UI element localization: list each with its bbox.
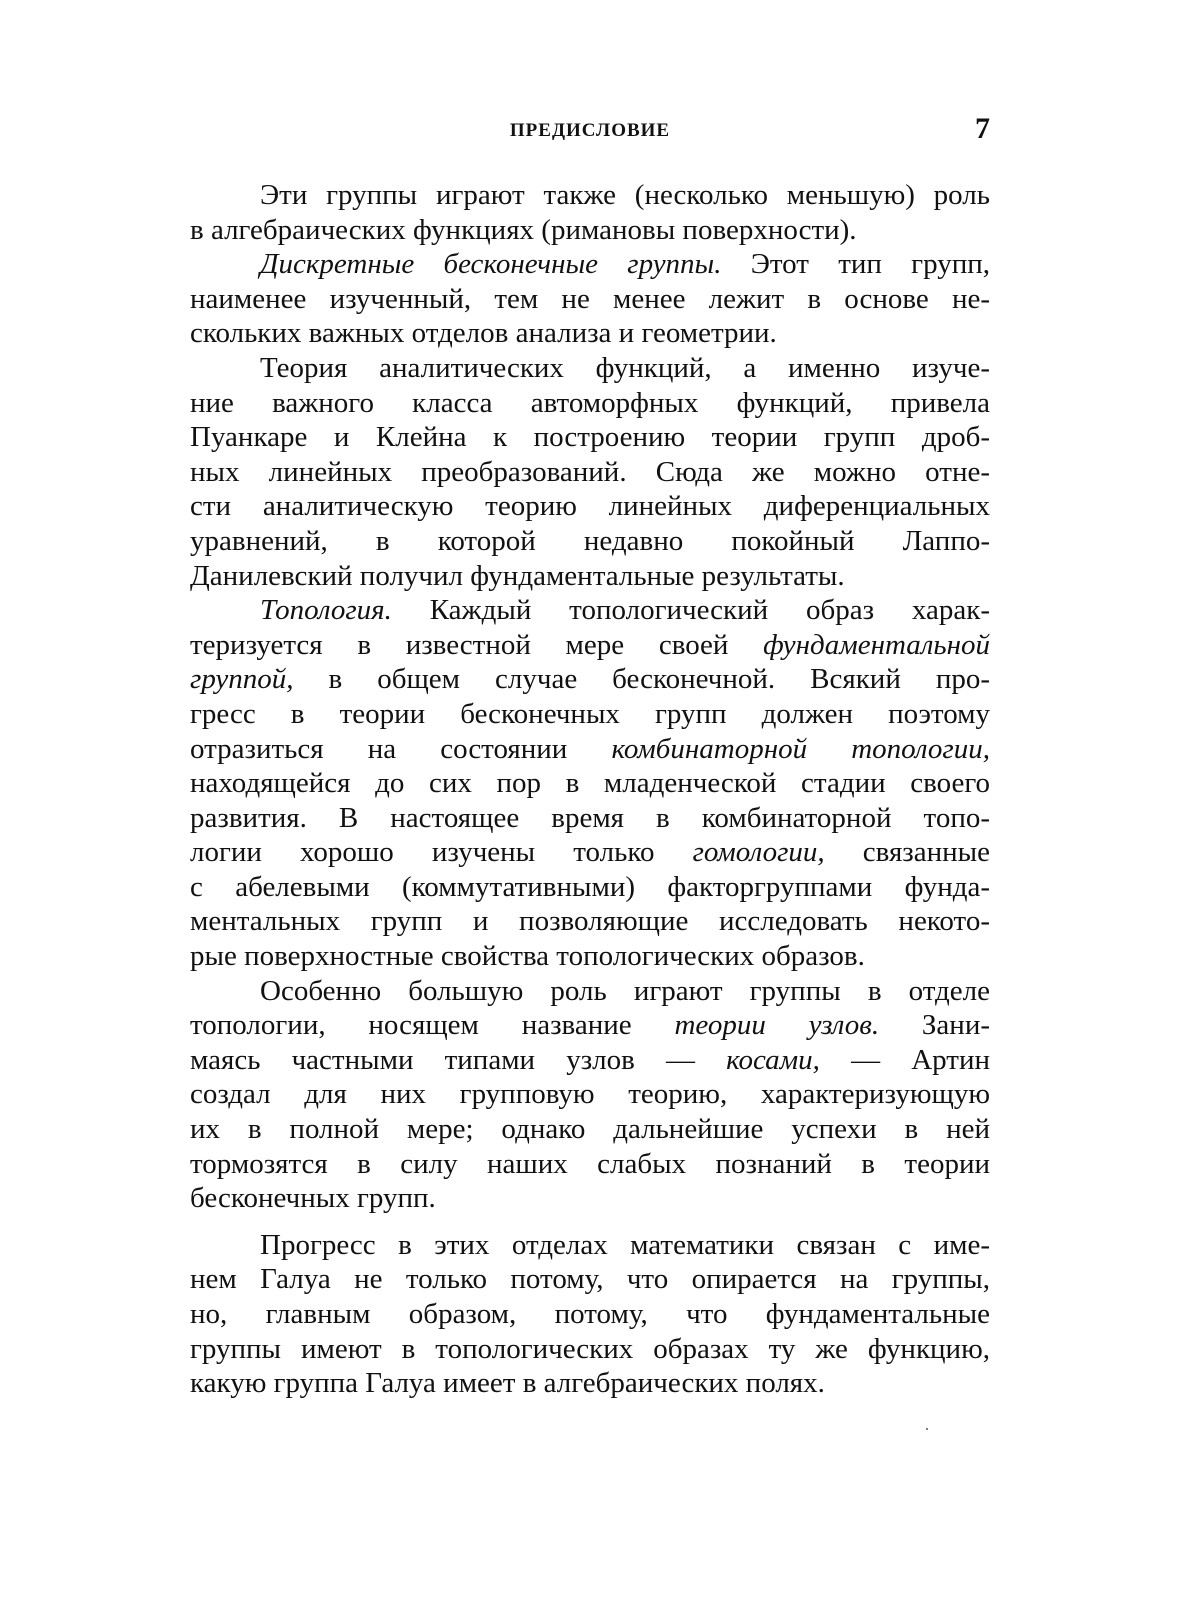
page-number: 7 bbox=[975, 112, 990, 145]
text-line bbox=[190, 351, 990, 386]
text-run: нем Галуа не только потому, что опирается на группы, bbox=[190, 1263, 990, 1296]
text-line bbox=[190, 662, 990, 697]
text-run: бесконечных групп. bbox=[190, 1182, 436, 1215]
text-run: уравнений, в которой недавно покойный Лаппо- bbox=[190, 524, 990, 557]
text-line bbox=[190, 939, 990, 974]
text-run: находящейся до сих пор в младенческой стадии своего bbox=[190, 767, 990, 800]
paragraph bbox=[190, 593, 990, 974]
text-run: ментальных групп и позволяющие исследовать некото- bbox=[190, 905, 990, 938]
text-run: топологии, носящем название bbox=[190, 1009, 675, 1042]
text-line bbox=[190, 766, 990, 801]
text-line bbox=[190, 732, 990, 767]
text-line bbox=[190, 870, 990, 905]
italic-term: фундаментальной bbox=[763, 628, 990, 661]
text-line bbox=[190, 1366, 990, 1401]
text-line bbox=[190, 213, 990, 248]
text-run: Данилевский получил фундаментальные результаты. bbox=[190, 559, 845, 592]
text-run: рые поверхностные свойства топологических образов. bbox=[190, 940, 865, 973]
paragraph bbox=[190, 247, 990, 351]
text-line bbox=[190, 489, 990, 524]
text-run: тормозятся в силу наших слабых познаний в теории bbox=[190, 1147, 990, 1180]
italic-term: комбинаторной топологии, bbox=[611, 732, 990, 765]
text-line bbox=[190, 1228, 990, 1263]
italic-term: косами, bbox=[726, 1043, 820, 1076]
text-line bbox=[190, 316, 990, 351]
text-run: логии хорошо изучены только bbox=[190, 836, 693, 869]
text-run: Этот тип групп, bbox=[721, 248, 990, 281]
italic-term: Топология. bbox=[260, 594, 392, 627]
text-line bbox=[190, 455, 990, 490]
text-run: но, главным образом, потому, что фундаментальные bbox=[190, 1298, 990, 1330]
text-line bbox=[190, 835, 990, 870]
page-header bbox=[190, 112, 990, 152]
text-run: их в полной мере; однако дальнейшие успехи в ней bbox=[190, 1113, 990, 1146]
text-run: сти аналитическую теорию линейных диференциальных bbox=[190, 490, 990, 523]
text-line bbox=[190, 801, 990, 836]
text-line bbox=[190, 1112, 990, 1147]
text-line bbox=[190, 1181, 990, 1216]
text-line bbox=[190, 697, 990, 732]
text-line bbox=[190, 420, 990, 455]
text-run: в общем случае бесконечной. Всякий про- bbox=[293, 663, 990, 696]
text-run: Особенно большую роль играют группы в отделе bbox=[260, 974, 990, 1007]
text-run: создал для них групповую теорию, характеризующую bbox=[190, 1078, 990, 1111]
text-run: Теория аналитических функций, а именно изуче- bbox=[260, 351, 990, 384]
text-run: Эти группы играют также (несколько меньшую) роль bbox=[260, 179, 990, 211]
text-line bbox=[190, 524, 990, 559]
text-line bbox=[190, 1332, 990, 1367]
text-line bbox=[190, 1008, 990, 1043]
text-run: ных линейных преобразований. Сюда же можно отне- bbox=[190, 455, 990, 488]
italic-term: группой, bbox=[190, 663, 294, 696]
text-line bbox=[190, 593, 990, 628]
text-run: наименее изученный, тем не менее лежит в основе не- bbox=[190, 282, 990, 315]
text-run: Прогресс в этих отделах математики связан с име- bbox=[260, 1228, 990, 1261]
text-line bbox=[190, 1043, 990, 1078]
text-line bbox=[190, 178, 990, 213]
text-line bbox=[190, 904, 990, 939]
text-line bbox=[190, 1077, 990, 1112]
body-text bbox=[190, 178, 990, 1401]
text-line bbox=[190, 1297, 990, 1332]
text-line bbox=[190, 282, 990, 317]
paragraph bbox=[190, 351, 990, 593]
text-run: отразиться на состоянии bbox=[190, 732, 612, 765]
text-run: развития. В настоящее время в комбинаторной топо- bbox=[190, 801, 990, 834]
text-run: в алгебраических функциях (римановы поверхности). bbox=[190, 213, 857, 246]
text-line bbox=[190, 247, 990, 282]
text-run: скольких важных отделов анализа и геометрии. bbox=[190, 317, 777, 350]
italic-term: гомологии, bbox=[692, 836, 825, 869]
text-run: Пуанкаре и Клейна к построению теории групп дроб- bbox=[190, 421, 990, 454]
text-run: с абелевыми (коммутативными) факторгруппами фунда- bbox=[190, 870, 990, 903]
text-line bbox=[190, 628, 990, 663]
text-run: группы имеют в топологических образах ту же функцию, bbox=[190, 1332, 990, 1365]
paragraph bbox=[190, 1228, 990, 1401]
text-line bbox=[190, 974, 990, 1009]
text-run: теризуется в известной мере своей bbox=[190, 628, 764, 661]
print-speck bbox=[926, 1428, 928, 1430]
text-run: Каждый топологический образ харак- bbox=[391, 594, 990, 627]
text-run: ние важного класса автоморфных функций, привела bbox=[190, 386, 990, 419]
text-run: — Артин bbox=[819, 1043, 990, 1076]
text-line bbox=[190, 559, 990, 594]
italic-term: теории узлов. bbox=[674, 1009, 880, 1042]
text-line bbox=[190, 1147, 990, 1182]
paragraph bbox=[190, 178, 990, 247]
running-title: ПРЕДИСЛОВИЕ bbox=[509, 120, 671, 141]
text-run: Зани- bbox=[879, 1009, 990, 1042]
text-run: маясь частными типами узлов — bbox=[190, 1043, 727, 1076]
italic-term: Дискретные бесконечные группы. bbox=[260, 248, 722, 281]
text-line bbox=[190, 1262, 990, 1297]
text-run: какую группа Галуа имеет в алгебраических полях. bbox=[190, 1367, 825, 1400]
text-run: связанные bbox=[824, 836, 990, 869]
text-run: гресс в теории бесконечных групп должен поэтому bbox=[190, 697, 990, 730]
paragraph bbox=[190, 974, 990, 1216]
text-line bbox=[190, 386, 990, 421]
